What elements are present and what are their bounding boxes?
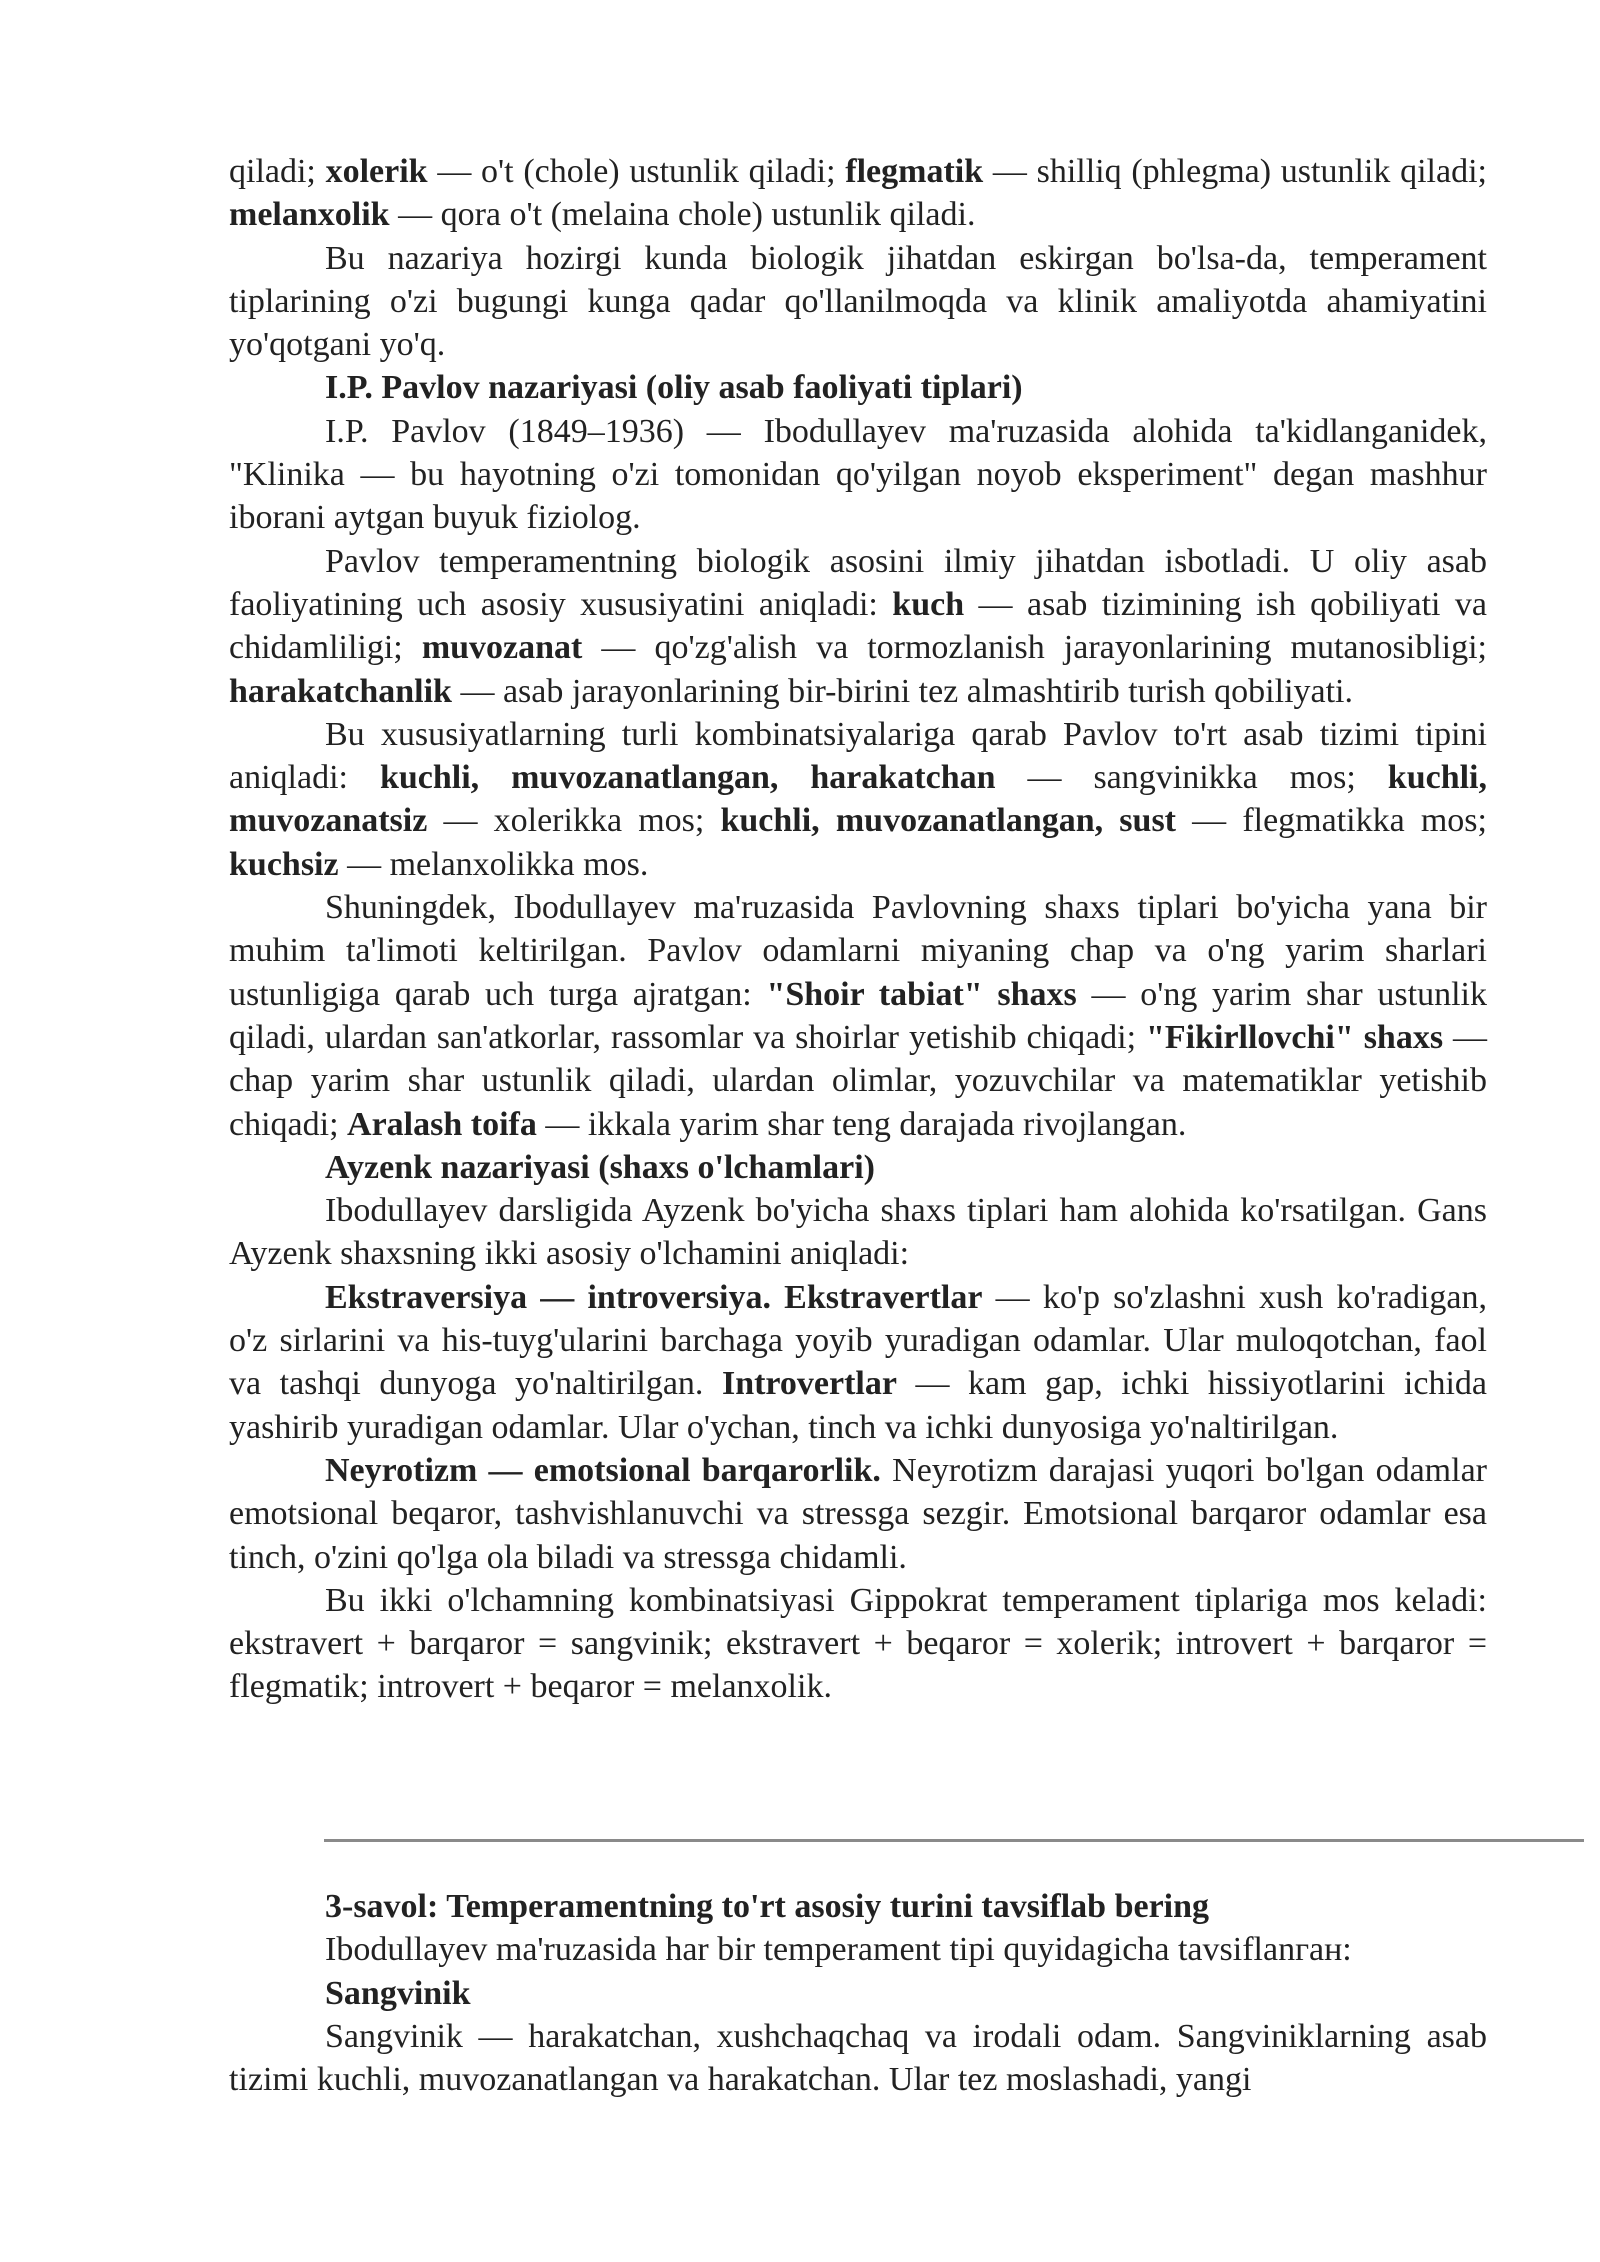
paragraph-question-3-intro: Ibodullayev ma'ruzasida har bir temperament tipi quyidagicha tavsiflanган: [325, 1931, 1352, 1969]
text-run: Bu xususiyatlarning turli kombinatsiyalariga qarab Pavlov to'rt asab tizimi tipini aniqladi: [229, 715, 1487, 797]
bold-term-extraversion: Ekstraversiya — introversiya. Ekstravertlar [325, 1278, 983, 1316]
text-run: — melanxolikka mos. [338, 845, 649, 883]
document-body-upper [229, 150, 1487, 1709]
paragraph-sangvinik: Sangvinik — harakatchan, xushchaqchaq va irodali odam. Sangviniklarning asab tizimi kuchli, muvozanatlangan va harakatchan. Ular tez moslashadi, yangi [229, 2017, 1487, 2099]
bold-term-melanxolik-type: kuchsiz [229, 845, 339, 883]
text-run: Pavlov temperamentning biologik asosini ilmiy jihatdan isbotladi. U oliy asab faoliyatining uch asosiy xususiyatini aniqladi: [229, 542, 1487, 623]
heading-question-3: 3-savol: Temperamentning to'rt asosiy turini tavsiflab bering [325, 1888, 1210, 1925]
paragraph-temperament-humors [229, 150, 1487, 237]
text-run: — o'ng yarim shar ustunlik qiladi, ulardan san'atkorlar, rassomlar va shoirlar yetishib chiqadi; [229, 975, 1487, 1056]
bold-term-xolerik-type: kuchli, muvozanatsiz [229, 759, 1488, 840]
text-run: — kam gap, ichki hissiyotlarini ichida yashirib yuradigan odamlar. Ular o'ychan, tinch va ichki dunyosiga yo'naltirilgan. [229, 1365, 1487, 1446]
text-run: — asab tizimining ish qobiliyati va chidamliligi; [229, 585, 1487, 667]
text-run: Neyrotizm darajasi yuqori bo'lgan odamlar emotsional beqaror, tashvishlanuvchi va stressga sezgir. Emotsional barqaror odamlar esa tinch, o'zini qo'lga ola biladi va stressga chidamli. [229, 1451, 1487, 1576]
text-run: — xolerikka mos; [427, 802, 721, 840]
paragraph-neuroticism [229, 1449, 1487, 1579]
text-run: — sangvinikka mos; [995, 759, 1388, 797]
text-run: — flegmatikka mos; [1176, 802, 1487, 840]
text-run: — shilliq (phlegma) ustunlik qiladi; [983, 153, 1487, 190]
paragraph-pavlov-intro: I.P. Pavlov (1849–1936) — Ibodullayev ma'ruzasida alohida ta'kidlanganidek, "Klinika — bu hayotning o'zi tomonidan qo'yilgan noyob eksperiment" degan mashhur iborani aytgan buyuk fiziolog. [229, 412, 1487, 537]
heading-sangvinik: Sangvinik [325, 1974, 471, 2012]
paragraph-pavlov-types [229, 713, 1487, 886]
text-run: — ikkala yarim shar teng darajada rivojlangan. [536, 1105, 1187, 1143]
document-body-lower [229, 1885, 1487, 2101]
bold-term-melanxolik: melanxolik [229, 196, 390, 234]
paragraph-pavlov-properties [229, 540, 1487, 713]
bold-term-flegmatik: flegmatik [845, 153, 984, 190]
text-run: — qora o't (melaina chole) ustunlik qiladi. [389, 196, 976, 234]
bold-term-harakatchanlik: harakatchanlik [229, 672, 452, 710]
bold-term-sangvinik-type: kuchli, muvozanatlangan, harakatchan [379, 759, 996, 797]
text-run: — qo'zg'alish va tormozlanish jarayonlarining mutanosibligi; [582, 629, 1487, 667]
bold-term-muvozanat: muvozanat [421, 629, 583, 667]
bold-term-kuch: kuch [892, 585, 965, 623]
paragraph-theory-outdated: Bu nazariya hozirgi kunda biologik jihatdan eskirgan bo'lsa-da, temperament tiplarining o'zi bugungi kunga qadar qo'llanilmoqda va klinik amaliyotda ahamiyatini yo'qotgani yo'q. [229, 239, 1487, 364]
text-run: qiladi; [229, 153, 326, 190]
paragraph-pavlov-personality [229, 886, 1487, 1146]
heading-pavlov-theory: I.P. Pavlov nazariyasi (oliy asab faoliyati tiplari) [325, 369, 1023, 407]
text-run: Shuningdek, Ibodullayev ma'ruzasida Pavlovning shaxs tiplari bo'yicha yana bir muhim ta'limoti keltirilgan. Pavlov odamlarni miyaning chap va o'ng yarim sharlari ustunligiga qarab uch turga ajratgan: [229, 889, 1487, 1013]
text-run: — chap yarim shar ustunlik qiladi, ulardan olimlar, yozuvchilar va matematiklar yetishib chiqadi; [229, 1018, 1487, 1143]
bold-term-xolerik: xolerik [325, 153, 428, 190]
bold-term-fikirllovchi: "Fikirllovchi" shaxs [1146, 1018, 1444, 1056]
paragraph-eysenck-intro: Ibodullayev darsligida Ayzenk bo'yicha shaxs tiplari ham alohida ko'rsatilgan. Gans Ayzenk shaxsning ikki asosiy o'lchamini aniqladi: [229, 1192, 1487, 1273]
bold-term-neyrotizm: Neyrotizm — emotsional barqarorlik. [325, 1451, 881, 1489]
bold-term-introvertlar: Introvertlar [721, 1365, 897, 1403]
paragraph-combination: Bu ikki o'lchamning kombinatsiyasi Gippokrat temperament tiplariga mos keladi: ekstravert + barqaror = sangvinik; ekstravert + beqaror = xolerik; introvert + barqaror = flegmatik; introvert + beqaror = melanxolik. [229, 1581, 1487, 1706]
paragraph-extraversion [229, 1276, 1487, 1449]
bold-term-shoir-tabiat: "Shoir tabiat" shaxs [766, 975, 1077, 1013]
text-run: — asab jarayonlarining bir-birini tez almashtirib turish qobiliyati. [451, 672, 1354, 710]
text-run: — ko'p so'zlashni xush ko'radigan, o'z sirlarini va his-tuyg'ularini barchaga yoyib yuradigan odamlar. Ular muloqotchan, faol va tashqi dunyoga yo'naltirilgan. [229, 1278, 1487, 1403]
horizontal-divider [324, 1839, 1584, 1842]
bold-term-aralash-toifa: Aralash toifa [347, 1105, 537, 1143]
text-run: — o't (chole) ustunlik qiladi; [427, 153, 846, 190]
bold-term-flegmatik-type: kuchli, muvozanatlangan, sust [720, 802, 1177, 840]
heading-eysenck-theory: Ayzenk nazariyasi (shaxs o'lchamlari) [325, 1148, 875, 1186]
